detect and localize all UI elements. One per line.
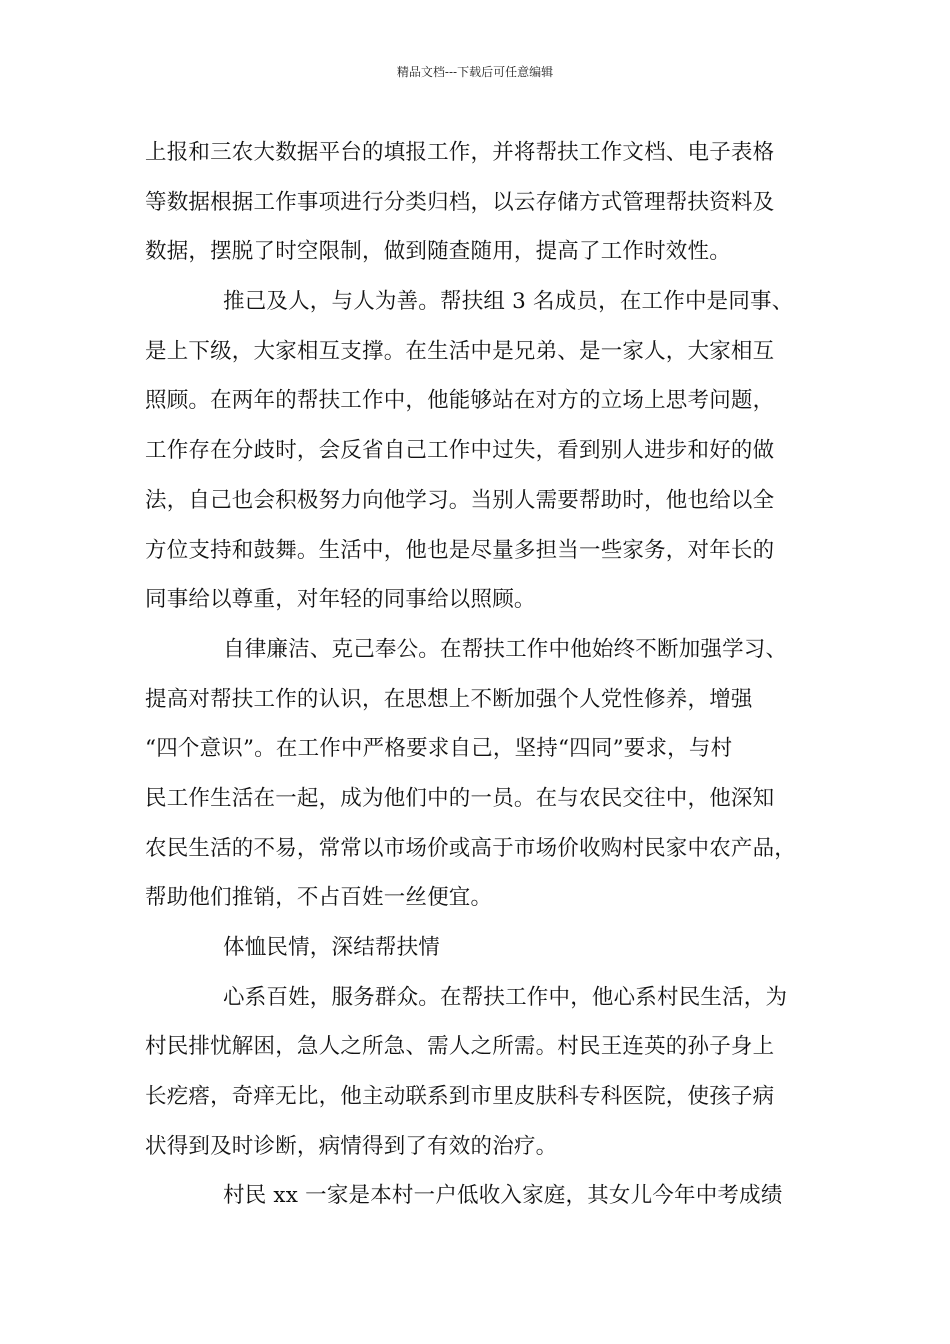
text-line: 自律廉洁、克己奉公。在帮扶工作中他始终不断加强学习、: [223, 636, 788, 662]
text-line: 工作存在分歧时，会反省自己工作中过失，看到别人进步和好的做: [145, 438, 775, 464]
document-body: [145, 128, 813, 1221]
paragraph: [145, 1171, 813, 1221]
text-line: 方位支持和鼓舞。生活中，他也是尽量多担当一些家务，对年长的: [145, 537, 775, 563]
paragraph: [145, 973, 813, 1172]
text-line: 村民排忧解困，急人之所急、需人之所需。村民王连英的孙子身上: [145, 1034, 775, 1060]
text-line: 推己及人，与人为善。帮扶组 3 名成员，在工作中是同事、: [223, 289, 794, 315]
text-line: 上报和三农大数据平台的填报工作，并将帮扶工作文档、电子表格: [145, 140, 775, 165]
text-line: 数据，摆脱了时空限制，做到随查随用，提高了工作时效性。: [145, 239, 731, 265]
text-line: 民工作生活在一起，成为他们中的一员。在与农民交往中，他深知: [145, 785, 775, 811]
text-line: 等数据根据工作事项进行分类归档，以云存储方式管理帮扶资料及: [145, 189, 775, 215]
text-line: 体恤民情，深结帮扶情: [223, 935, 441, 960]
text-line: 心系百姓，服务群众。在帮扶工作中，他心系村民生活，为: [223, 984, 788, 1010]
text-line: 是上下级，大家相互支撑。在生活中是兄弟、是一家人，大家相互: [145, 338, 775, 364]
text-line: 长疙瘩，奇痒无比，他主动联系到市里皮肤科专科医院，使孩子病: [145, 1084, 775, 1110]
page-header: 精品文档---下载后可任意编辑: [396, 65, 554, 79]
text-line: 法，自己也会积极努力向他学习。当别人需要帮助时，他也给以全: [145, 487, 775, 513]
section-heading: [145, 923, 813, 973]
text-line: 农民生活的不易，常常以市场价或高于市场价收购村民家中农产品，: [145, 835, 797, 861]
text-line: 提高对帮扶工作的认识，在思想上不断加强个人党性修养，增强: [145, 686, 753, 712]
text-line: 同事给以尊重，对年轻的同事给以照顾。: [145, 587, 536, 613]
paragraph: [145, 128, 813, 277]
text-line: 状得到及时诊断，病情得到了有效的治疗。: [145, 1133, 558, 1159]
text-line: 帮助他们推销，不占百姓一丝便宜。: [145, 885, 493, 911]
text-line: 村民 xx 一家是本村一户低收入家庭，其女儿今年中考成绩: [223, 1183, 783, 1209]
text-line: 照顾。在两年的帮扶工作中，他能够站在对方的立场上思考问题，: [145, 388, 775, 414]
text-line: “四个意识”。在工作中严格要求自己，坚持“四同”要求，与村: [145, 736, 733, 762]
paragraph: [145, 625, 813, 923]
paragraph: [145, 277, 813, 625]
